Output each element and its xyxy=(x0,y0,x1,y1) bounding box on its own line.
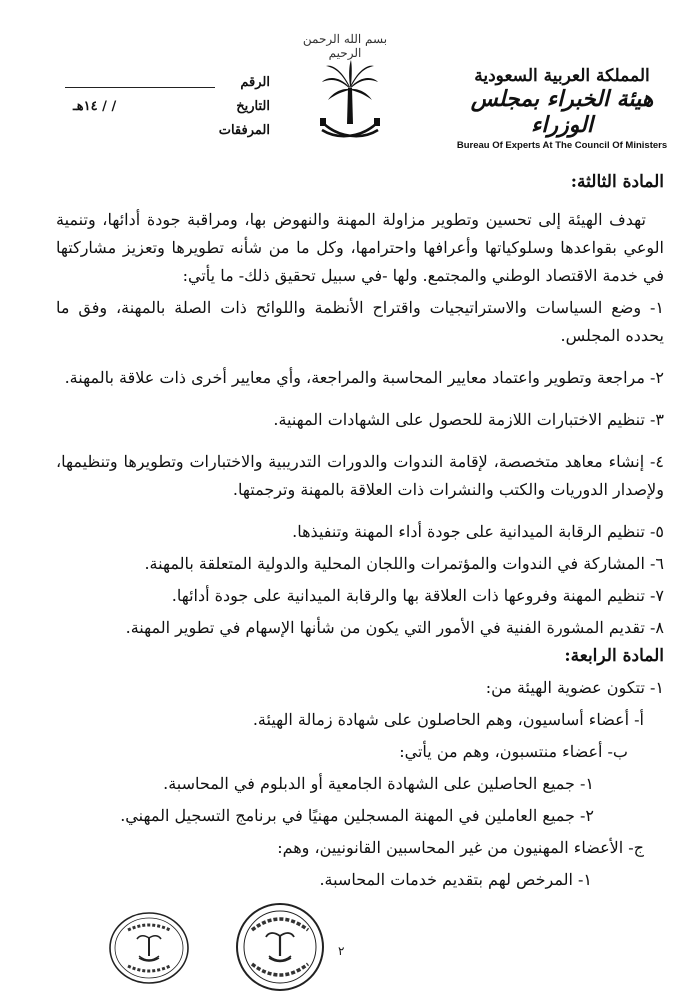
attachments-label: المرفقات xyxy=(218,122,270,138)
bureau-name: هيئة الخبراء بمجلس الوزراء xyxy=(470,86,654,138)
article-4-sub-c: ج- الأعضاء المهنيون من غير المحاسبين القانونيين، وهم: xyxy=(277,838,644,857)
article-3-heading: المادة الثالثة: xyxy=(570,172,664,192)
article-4-intro: ١- تتكون عضوية الهيئة من: xyxy=(485,678,664,697)
article-3-item-2: ٢- مراجعة وتطوير واعتماد معايير المحاسبة والمراجعة، وأي معايير أخرى ذات علاقة بالمهنة. xyxy=(64,368,664,387)
bureau-english-name: Bureau Of Experts At The Council Of Ministers xyxy=(456,140,668,151)
number-row xyxy=(55,70,270,94)
document-body xyxy=(56,168,664,894)
official-seal-icon xyxy=(108,910,190,986)
number-label: الرقم xyxy=(240,74,270,90)
article-4-sub-c-item-1: ١- المرخص لهم بتقديم خدمات المحاسبة. xyxy=(319,870,592,889)
article-4-heading: المادة الرابعة: xyxy=(564,646,664,666)
date-value: / / ١٤هـ xyxy=(73,98,117,114)
article-4-sub-b: ب- أعضاء منتسبون، وهم من يأتي: xyxy=(399,742,628,761)
article-4-sub-b-item-2: ٢- جميع العاملين في المهنة المسجلين مهنيًا في برنامج التسجيل المهني. xyxy=(120,806,594,825)
article-3-item-1: ١- وضع السياسات والاستراتيجيات واقتراح الأنظمة واللوائح ذات الصلة بالمهنة، وفق ما يحدده المجلس. xyxy=(56,298,664,345)
attachments-row xyxy=(55,118,270,142)
organization-letterhead xyxy=(442,66,682,151)
date-row xyxy=(55,94,270,118)
article-3-item-7: ٧- تنظيم المهنة وفروعها ذات العلاقة بها والرقابة الميدانية على جودة أدائها. xyxy=(171,586,664,605)
letter-meta xyxy=(55,70,270,142)
article-3-intro: تهدف الهيئة إلى تحسين وتطوير مزاولة المهنة والنهوض بها، ومراقبة جودة أدائها، وتنمية الوعي بقواعدها وسلوكياتها وأعرافها واحترامها، وكل ما من شأنه تطويرها وتعزيز مشاركتها في خدمة الاقتصاد الوطني والمجتمع. ولها -في سبيل تحقيق ذلك- ما يأتي: xyxy=(56,210,664,285)
kingdom-name: المملكة العربية السعودية xyxy=(474,66,650,86)
date-label: التاريخ xyxy=(236,98,270,114)
article-4-sub-a: أ- أعضاء أساسيون، وهم الحاصلون على شهادة زمالة الهيئة. xyxy=(252,710,644,729)
official-stamp-icon xyxy=(232,902,328,992)
article-3-item-6: ٦- المشاركة في الندوات والمؤتمرات واللجان المحلية والدولية المتعلقة بالمهنة. xyxy=(144,554,664,573)
article-3-item-3: ٣- تنظيم الاختبارات اللازمة للحصول على الشهادات المهنية. xyxy=(273,410,664,429)
basmala: بسم الله الرحمن الرحيم xyxy=(302,32,388,60)
saudi-emblem-icon xyxy=(318,58,382,148)
page-number: ٢ xyxy=(338,944,345,958)
article-3-item-8: ٨- تقديم المشورة الفنية في الأمور التي يكون من شأنها الإسهام في تطوير المهنة. xyxy=(125,618,664,637)
article-3-item-4: ٤- إنشاء معاهد متخصصة، لإقامة الندوات والدورات التدريبية والاختبارات وتطويرها وتنظيمها، ولإصدار الدوريات والكتب والنشرات ذات العلاقة بالمهنة وترجمتها. xyxy=(56,452,664,499)
number-line xyxy=(65,77,215,88)
article-4-sub-b-item-1: ١- جميع الحاصلين على الشهادة الجامعية أو الدبلوم في المحاسبة. xyxy=(163,774,594,793)
article-3-item-5: ٥- تنظيم الرقابة الميدانية على جودة أداء المهنة وتنفيذها. xyxy=(292,522,664,541)
